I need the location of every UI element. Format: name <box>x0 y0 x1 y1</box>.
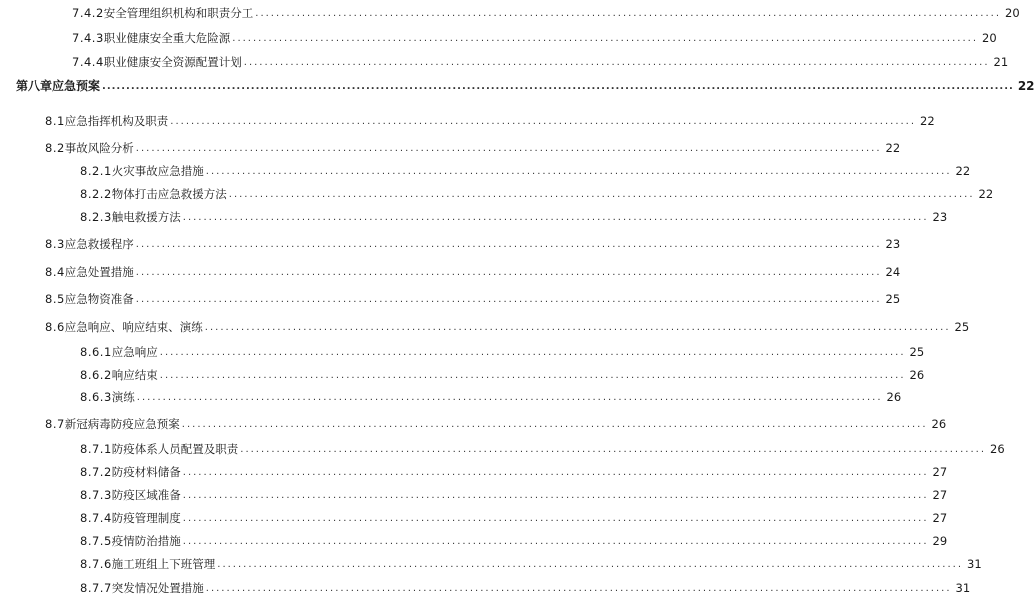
toc-entry-8-6-3[interactable] <box>80 387 902 405</box>
leader-dots: .............................................................................................................................................................................................. <box>102 81 1014 92</box>
toc-entry-title: 应急响应 <box>111 345 158 359</box>
toc-entry-title: 施工班组上下班管理 <box>111 557 216 571</box>
toc-entry-8-2-3[interactable] <box>80 207 948 225</box>
leader-dots: ................................................................................................................................................ <box>204 322 951 333</box>
toc-entry-page: 26 <box>990 442 1005 456</box>
toc-entry-page: 22 <box>955 164 971 178</box>
toc-entry-title: 安全管理组织机构和职责分工 <box>103 6 254 20</box>
toc-entry-number: 8.1 <box>45 114 65 128</box>
toc-entry-page: 22 <box>978 187 994 201</box>
toc-entry-number: 8.5 <box>45 292 65 306</box>
toc-entry-page: 29 <box>932 534 948 548</box>
toc-entry-title: 应急响应、响应结束、演练 <box>64 320 203 334</box>
toc-entry-8-2[interactable] <box>45 138 901 156</box>
toc-entry-8-7-3[interactable] <box>80 485 948 503</box>
toc-entry-page: 31 <box>967 557 982 571</box>
toc-entry-8-4[interactable] <box>45 262 901 280</box>
toc-entry-page: 31 <box>955 581 971 595</box>
toc-entry-title: 应急救援程序 <box>64 237 134 251</box>
toc-entry-page: 27 <box>932 511 948 525</box>
toc-entry-page: 20 <box>982 31 997 45</box>
toc-entry-number: 8.7.4 <box>80 511 112 525</box>
leader-dots: ................................................................................................................................................ <box>182 467 929 478</box>
toc-entry-number: 7.4.3 <box>72 31 104 45</box>
leader-dots: ................................................................................................................................................ <box>135 294 882 305</box>
toc-entry-page: 25 <box>909 345 925 359</box>
toc-entry-8-6[interactable] <box>45 317 970 335</box>
toc-entry-title: 疫情防治措施 <box>111 534 181 548</box>
toc-entry-number: 8.7.6 <box>80 557 112 571</box>
leader-dots: ................................................................................................................................................ <box>228 189 975 200</box>
toc-entry-8-7-1[interactable] <box>80 439 1005 457</box>
toc-entry-page: 27 <box>932 488 948 502</box>
toc-entry-page: 21 <box>993 55 1009 69</box>
toc-entry-8-6-2[interactable] <box>80 365 925 383</box>
toc-entry-7-4-3[interactable] <box>72 28 997 46</box>
toc-entry-number: 8.3 <box>45 237 65 251</box>
leader-dots: ................................................................................................................................................ <box>217 559 963 570</box>
leader-dots: ................................................................................................................................................ <box>159 370 906 381</box>
toc-entry-title: 应急物资准备 <box>64 292 134 306</box>
toc-entry-page: 22 <box>920 114 935 128</box>
toc-entry-8-6-1[interactable] <box>80 342 925 360</box>
toc-entry-page: 26 <box>909 368 925 382</box>
toc-entry-page: 24 <box>885 265 901 279</box>
toc-entry-page: 23 <box>885 237 901 251</box>
toc-entry-8-7-4[interactable] <box>80 508 948 526</box>
toc-entry-number: 8.7.1 <box>80 442 112 456</box>
leader-dots: ................................................................................................................................................ <box>255 8 1001 19</box>
leader-dots: ................................................................................................................................................ <box>182 513 929 524</box>
leader-dots: ................................................................................................................................................ <box>182 536 929 547</box>
toc-entry-title: 应急预案 <box>52 79 101 93</box>
toc-entry-number: 8.6.1 <box>80 345 112 359</box>
toc-entry-number: 8.2.2 <box>80 187 112 201</box>
toc-entry-number: 8.2.1 <box>80 164 112 178</box>
toc-entry-page: 26 <box>886 390 902 404</box>
toc-entry-title: 职业健康安全重大危险源 <box>103 31 231 45</box>
toc-entry-number: 8.4 <box>45 265 65 279</box>
toc-entry-number: 8.7 <box>45 417 65 431</box>
toc-entry-title: 突发情况处置措施 <box>111 581 204 595</box>
toc-entry-number: 8.2.3 <box>80 210 112 224</box>
toc-entry-7-4-2[interactable] <box>72 3 1020 21</box>
toc-entry-8-2-1[interactable] <box>80 161 971 179</box>
toc-entry-8-3[interactable] <box>45 234 901 252</box>
leader-dots: ................................................................................................................................................ <box>232 33 978 44</box>
toc-entry-page: 25 <box>954 320 970 334</box>
leader-dots: ................................................................................................................................................ <box>135 239 882 250</box>
toc-entry-number: 8.2 <box>45 141 65 155</box>
toc-entry-title: 防疫区域准备 <box>111 488 181 502</box>
toc-entry-title: 触电救援方法 <box>111 210 181 224</box>
toc-entry-title: 火灾事故应急措施 <box>111 164 204 178</box>
toc-entry-number: 8.6.3 <box>80 390 112 404</box>
toc-entry-page: 25 <box>885 292 901 306</box>
toc-entry-8-7-2[interactable] <box>80 462 948 480</box>
toc-entry-title: 响应结束 <box>111 368 158 382</box>
leader-dots: ................................................................................................................................................ <box>135 267 882 278</box>
toc-entry-number: 7.4.2 <box>72 6 104 20</box>
toc-entry-8-2-2[interactable] <box>80 184 994 202</box>
leader-dots: ................................................................................................................................................ <box>170 116 917 127</box>
toc-entry-page: 22 <box>885 141 901 155</box>
toc-entry-number: 8.7.2 <box>80 465 112 479</box>
toc-entry-8-7-7[interactable] <box>80 578 971 596</box>
toc-entry-number: 7.4.4 <box>72 55 104 69</box>
toc-entry-title: 演练 <box>111 390 135 404</box>
toc-entry-number: 8.7.3 <box>80 488 112 502</box>
leader-dots: ................................................................................................................................................ <box>240 444 986 455</box>
leader-dots: ................................................................................................................................................ <box>182 490 929 501</box>
toc-entry-number: 8.7.7 <box>80 581 112 595</box>
toc-entry-title: 防疫材料储备 <box>111 465 181 479</box>
toc-entry-8-7-5[interactable] <box>80 531 948 549</box>
toc-entry-title: 职业健康安全资源配置计划 <box>103 55 242 69</box>
toc-entry-title: 物体打击应急救援方法 <box>111 187 227 201</box>
leader-dots: ................................................................................................................................................ <box>181 419 928 430</box>
toc-entry-title: 防疫体系人员配置及职责 <box>111 442 239 456</box>
toc-entry-number: 第八章 <box>16 79 53 93</box>
toc-entry-number: 8.7.5 <box>80 534 112 548</box>
toc-entry-number: 8.6.2 <box>80 368 112 382</box>
toc-entry-8-1[interactable] <box>45 111 935 129</box>
toc-entry-page: 23 <box>932 210 948 224</box>
toc-entry-page: 22 <box>1017 79 1035 93</box>
leader-dots: ................................................................................................................................................ <box>135 143 882 154</box>
toc-chapter-8[interactable] <box>16 76 1035 94</box>
toc-entry-7-4-4[interactable] <box>72 52 1009 70</box>
toc-entry-title: 新冠病毒防疫应急预案 <box>64 417 180 431</box>
toc-entry-title: 应急指挥机构及职责 <box>64 114 169 128</box>
leader-dots: ................................................................................................................................................ <box>182 212 929 223</box>
leader-dots: ................................................................................................................................................ <box>205 166 952 177</box>
leader-dots: ................................................................................................................................................ <box>205 583 952 594</box>
toc-entry-8-5[interactable] <box>45 289 901 307</box>
toc-entry-title: 防疫管理制度 <box>111 511 181 525</box>
toc-entry-page: 27 <box>932 465 948 479</box>
toc-entry-8-7[interactable] <box>45 414 947 432</box>
toc-entry-page: 26 <box>931 417 947 431</box>
toc-entry-page: 20 <box>1005 6 1020 20</box>
leader-dots: ................................................................................................................................................ <box>243 57 990 68</box>
toc-entry-8-7-6[interactable] <box>80 554 982 572</box>
toc-entry-number: 8.6 <box>45 320 65 334</box>
leader-dots: ................................................................................................................................................ <box>159 347 906 358</box>
toc-entry-title: 事故风险分析 <box>64 141 134 155</box>
toc-entry-title: 应急处置措施 <box>64 265 134 279</box>
leader-dots: ................................................................................................................................................ <box>136 392 883 403</box>
